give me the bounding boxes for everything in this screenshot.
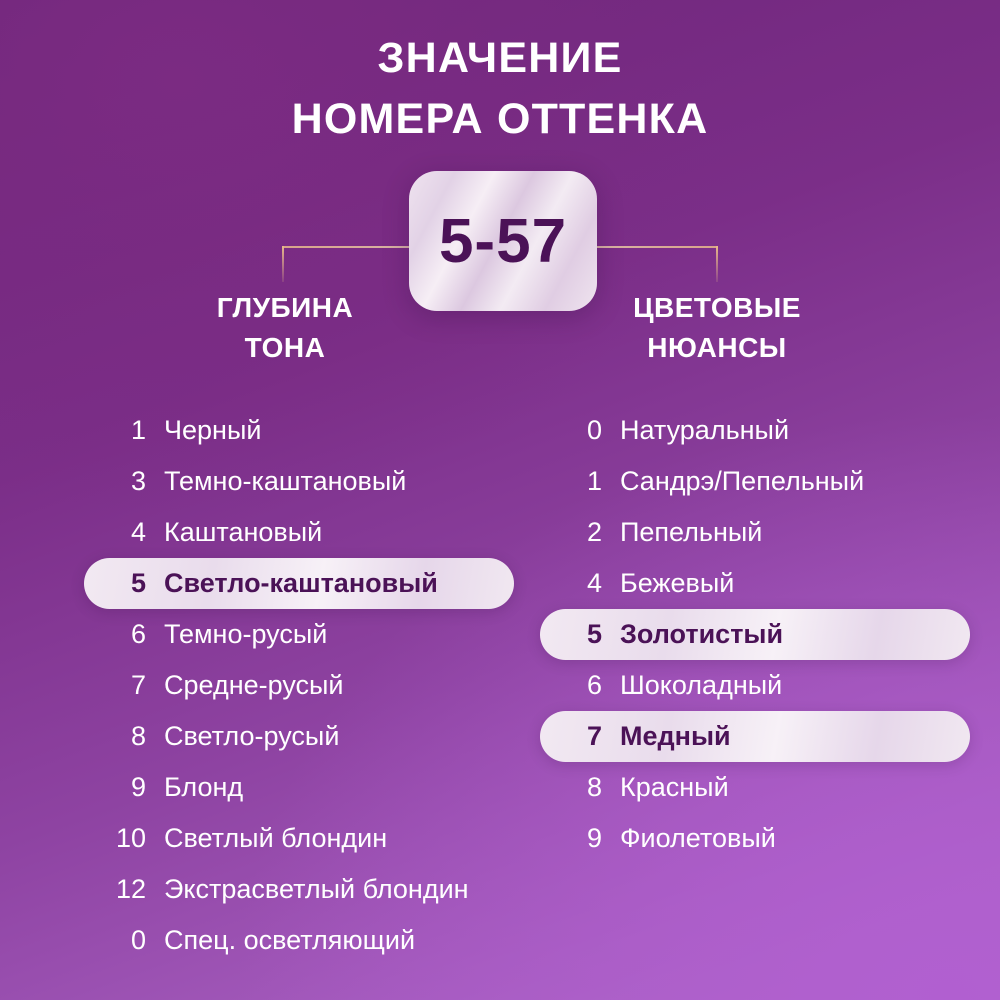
list-item[interactable] — [84, 660, 514, 711]
list-item-number: 1 — [586, 466, 602, 496]
list-item-number: 9 — [130, 772, 146, 802]
list-item-number: 5 — [130, 568, 146, 598]
list-item-label: Средне-русый — [164, 670, 344, 700]
list-item-label: Шоколадный — [620, 670, 783, 700]
list-item-label: Светлый блондин — [164, 823, 388, 853]
list-item[interactable] — [84, 813, 514, 864]
list-item[interactable] — [540, 660, 970, 711]
right-column-heading — [552, 288, 882, 368]
list-item-label: Светло-русый — [164, 721, 340, 751]
list-item-number: 4 — [130, 517, 146, 547]
list-item-number: 7 — [130, 670, 146, 700]
list-item[interactable] — [84, 456, 514, 507]
list-item-number: 8 — [586, 772, 602, 802]
list-item-number: 7 — [586, 721, 602, 751]
list-item-selected[interactable] — [540, 609, 970, 660]
list-item-number: 2 — [586, 517, 602, 547]
list-item-number: 12 — [115, 874, 146, 904]
list-item[interactable] — [540, 558, 970, 609]
list-item-label: Натуральный — [620, 415, 790, 445]
left-column-heading — [120, 288, 450, 368]
list-item-label: Черный — [164, 415, 262, 445]
list-item[interactable] — [84, 405, 514, 456]
list-item-number: 1 — [130, 415, 146, 445]
list-item-number: 8 — [130, 721, 146, 751]
list-item[interactable] — [540, 813, 970, 864]
list-item[interactable] — [84, 609, 514, 660]
list-item-number: 6 — [586, 670, 602, 700]
list-item[interactable] — [84, 915, 514, 966]
list-item-label: Золотистый — [620, 619, 784, 649]
list-item[interactable] — [540, 405, 970, 456]
list-item-number: 3 — [130, 466, 146, 496]
page-title-line1: ЗНАЧЕНИЕ — [377, 34, 623, 82]
list-item-label: Медный — [620, 721, 731, 751]
list-item-number: 0 — [130, 925, 146, 955]
connector-tick-left — [282, 246, 284, 282]
list-item[interactable] — [540, 762, 970, 813]
list-item-label: Красный — [620, 772, 729, 802]
list-item-label: Экстрасветлый блондин — [164, 874, 469, 904]
list-item[interactable] — [540, 456, 970, 507]
right-column-heading-line2: НЮАНСЫ — [647, 331, 787, 363]
list-item-selected[interactable] — [84, 558, 514, 609]
list-item-label: Каштановый — [164, 517, 323, 547]
list-item[interactable] — [84, 762, 514, 813]
list-item-label: Пепельный — [620, 517, 763, 547]
list-item-label: Темно-русый — [164, 619, 328, 649]
connector-tick-right — [716, 246, 718, 282]
left-column-heading-line2: ТОНА — [244, 331, 326, 363]
left-column-heading-line1: ГЛУБИНА — [216, 292, 354, 323]
list-item-number: 0 — [586, 415, 602, 445]
list-item-label: Светло-каштановый — [164, 568, 438, 598]
list-item-label: Блонд — [164, 772, 244, 802]
list-item-number: 9 — [586, 823, 602, 853]
list-item-label: Бежевый — [620, 568, 735, 598]
list-item-number: 6 — [130, 619, 146, 649]
list-item-number: 10 — [115, 823, 146, 853]
shade-code-value: 5-57 — [438, 206, 568, 276]
list-item-label: Фиолетовый — [620, 823, 776, 853]
list-item-label: Спец. осветляющий — [164, 925, 416, 955]
page-title-line2: НОМЕРА ОТТЕНКА — [291, 95, 709, 144]
color-nuance-list — [540, 405, 970, 864]
page-title — [0, 28, 1000, 150]
list-item-number: 5 — [586, 619, 602, 649]
list-item-label: Темно-каштановый — [164, 466, 407, 496]
list-item[interactable] — [84, 507, 514, 558]
list-item-number: 4 — [586, 568, 602, 598]
depth-of-tone-list — [84, 405, 514, 966]
right-column-heading-line1: ЦВЕТОВЫЕ — [633, 292, 801, 323]
list-item[interactable] — [540, 507, 970, 558]
list-item-label: Сандрэ/Пепельный — [620, 466, 865, 496]
list-item[interactable] — [84, 864, 514, 915]
list-item-selected[interactable] — [540, 711, 970, 762]
list-item[interactable] — [84, 711, 514, 762]
